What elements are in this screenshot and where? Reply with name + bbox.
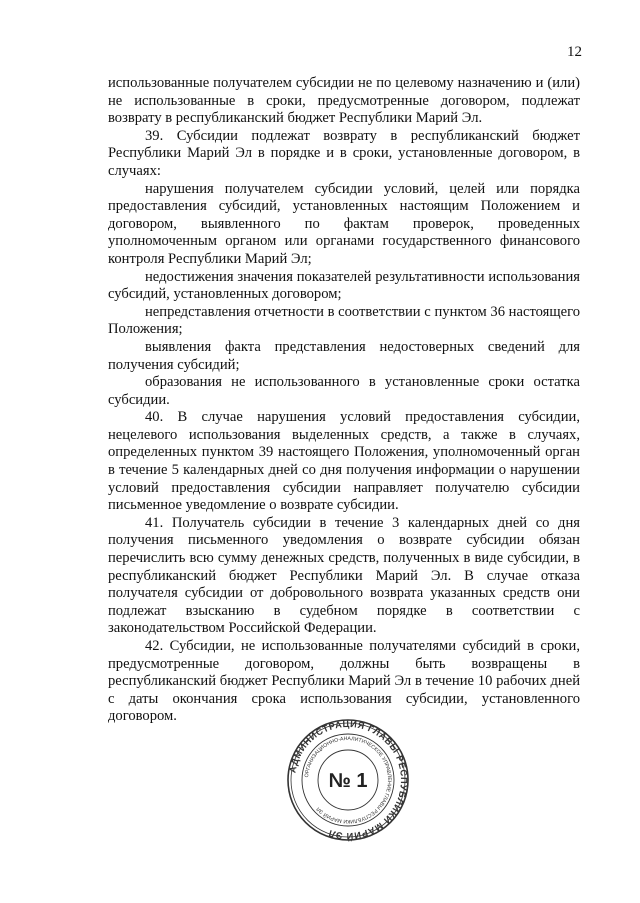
paragraph: нарушения получателем субсидии условий, целей или порядка предоставления субсидий, установленных настоящим Положением и договором, выявленного по фактам проверок, проведенных уполномоченным органом или органами государственного финансового контроля Республики Марий Эл; xyxy=(108,180,580,267)
stamp-number: № 1 xyxy=(328,770,368,792)
paragraph: непредставления отчетности в соответствии с пунктом 36 настоящего Положения; xyxy=(108,303,580,338)
paragraph: 39. Субсидии подлежат возврату в республиканский бюджет Республики Марий Эл в порядке и в сроки, установленные договором, в случаях: xyxy=(108,127,580,179)
paragraph: 40. В случае нарушения условий предоставления субсидии, нецелевого использования выделенных средств, а также в случаях, определенных пунктом 39 настоящего Положения, уполномоченный орган в течение 5 календарных дней со дня получения информации о нарушении условий предоставления субсидии направляет получателю субсидии письменное уведомление о возврате субсидии. xyxy=(108,409,580,514)
paragraph: 42. Субсидии, не использованные получателями субсидий в сроки, предусмотренные договором, должны быть возвращены в республиканский бюджет Республики Марий Эл в течение 10 рабочих дней с даты окончания срока использования субсидии, установленного договором. xyxy=(108,638,580,725)
paragraph: выявления факта представления недостоверных сведений для получения субсидий; xyxy=(108,338,580,373)
stamp-graphic xyxy=(285,718,411,842)
official-stamp xyxy=(285,718,411,842)
paragraph: образования не использованного в установленные сроки остатка субсидии. xyxy=(108,374,580,408)
paragraph: 41. Получатель субсидии в течение 3 календарных дней со дня получения письменного уведомления о возврате субсидии обязан перечислить всю сумму денежных средств, полученных в виде субсидии, в республиканский бюджет Республики Марий Эл. В случае отказа получателя субсидии от добровольного возврата указанных средств они подлежат взысканию в судебном порядке в соответствии с законодательством Российской Федерации. xyxy=(108,514,580,637)
document-body xyxy=(108,75,580,726)
page-number: 12 xyxy=(567,44,582,60)
paragraph: использованные получателем субсидии не по целевому назначению и (или) не использованные в сроки, предусмотренные договором, подлежат возврату в республиканский бюджет Республики Марий Эл. xyxy=(108,75,580,127)
stamp-outer-text: АДМИНИСТРАЦИЯ ГЛАВЫ РЕСПУБЛИКИ МАРИЙ ЭЛ xyxy=(287,718,410,842)
paragraph: недостижения значения показателей результативности использования субсидий, установленных договором; xyxy=(108,268,580,303)
stamp-inner-text: ОРГАНИЗАЦИОННО-АНАЛИТИЧЕСКОЕ УПРАВЛЕНИЕ ГЛАВЫ РЕСПУБЛИКИ МАРИЙ ЭЛ xyxy=(304,735,393,825)
